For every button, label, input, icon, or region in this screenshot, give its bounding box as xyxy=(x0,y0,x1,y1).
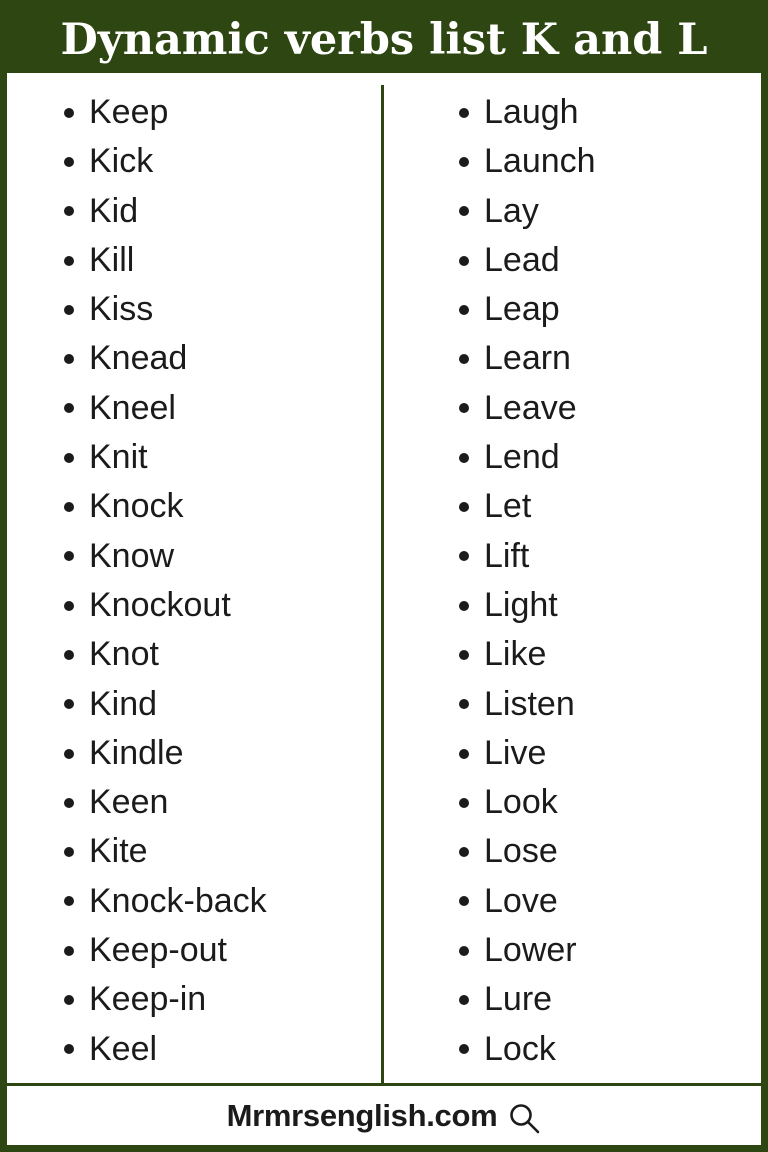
verb-label: Knock-back xyxy=(89,881,267,920)
bullet-icon xyxy=(64,896,74,906)
bullet-icon xyxy=(64,601,74,611)
list-item xyxy=(89,88,381,137)
list-item xyxy=(89,482,381,531)
bullet-icon xyxy=(64,995,74,1005)
bullet-icon xyxy=(459,601,469,611)
bullet-icon xyxy=(459,551,469,561)
verb-label: Lower xyxy=(484,931,577,970)
bullet-icon xyxy=(64,453,74,463)
bullet-icon xyxy=(64,206,74,216)
bullet-icon xyxy=(459,847,469,857)
list-item xyxy=(484,680,761,729)
verb-label: Knit xyxy=(89,438,148,477)
column-l-verbs xyxy=(384,85,761,1083)
bullet-icon xyxy=(64,699,74,709)
verb-label: Lift xyxy=(484,536,530,575)
verb-label: Live xyxy=(484,733,547,772)
list-item xyxy=(484,926,761,975)
verb-label: Launch xyxy=(484,142,596,181)
list-item xyxy=(89,680,381,729)
bullet-icon xyxy=(459,1044,469,1054)
verb-label: Kind xyxy=(89,684,158,723)
bullet-icon xyxy=(459,749,469,759)
list-item xyxy=(484,482,761,531)
l-verb-list xyxy=(384,85,761,1074)
list-item xyxy=(484,581,761,630)
list-item xyxy=(89,433,381,482)
bullet-icon xyxy=(459,946,469,956)
list-item xyxy=(484,827,761,876)
bullet-icon xyxy=(459,157,469,167)
verb-label: Kneel xyxy=(89,388,176,427)
header-banner xyxy=(7,7,761,73)
list-item xyxy=(89,926,381,975)
list-item xyxy=(484,975,761,1024)
bullet-icon xyxy=(64,403,74,413)
verb-label: Love xyxy=(484,881,558,920)
list-item xyxy=(484,334,761,383)
bullet-icon xyxy=(459,798,469,808)
bullet-icon xyxy=(459,354,469,364)
list-item xyxy=(89,137,381,186)
verb-label: Kid xyxy=(89,191,139,230)
list-item xyxy=(89,334,381,383)
verb-label: Lure xyxy=(484,980,553,1019)
list-item xyxy=(89,729,381,778)
list-item xyxy=(484,88,761,137)
list-item xyxy=(484,433,761,482)
verb-label: Knock xyxy=(89,487,184,526)
verb-label: Keep-out xyxy=(89,931,227,970)
verb-label: Kite xyxy=(89,832,148,871)
verb-label: Knead xyxy=(89,339,188,378)
verb-label: Leave xyxy=(484,388,577,427)
footer xyxy=(7,1083,761,1145)
list-item xyxy=(484,1025,761,1074)
bullet-icon xyxy=(64,1044,74,1054)
list-item xyxy=(484,384,761,433)
bullet-icon xyxy=(64,354,74,364)
search-icon xyxy=(507,1102,541,1136)
bullet-icon xyxy=(64,650,74,660)
bullet-icon xyxy=(64,108,74,118)
list-item xyxy=(484,532,761,581)
bullet-icon xyxy=(459,206,469,216)
bullet-icon xyxy=(64,946,74,956)
verb-label: Kiss xyxy=(89,290,154,329)
list-item xyxy=(484,137,761,186)
list-item xyxy=(89,285,381,334)
verb-label: Kill xyxy=(89,240,135,279)
verb-label: Kick xyxy=(89,142,154,181)
bullet-icon xyxy=(459,256,469,266)
list-item xyxy=(89,877,381,926)
verb-label: Kindle xyxy=(89,733,184,772)
site-name: Mrmrsenglish.com xyxy=(226,1097,498,1133)
bullet-icon xyxy=(459,995,469,1005)
list-item xyxy=(89,384,381,433)
bullet-icon xyxy=(64,502,74,512)
list-item xyxy=(484,187,761,236)
bullet-icon xyxy=(459,108,469,118)
verb-label: Lay xyxy=(484,191,539,230)
verb-label: Lose xyxy=(484,832,558,871)
list-item xyxy=(89,630,381,679)
bullet-icon xyxy=(64,157,74,167)
list-item xyxy=(89,187,381,236)
list-item xyxy=(484,236,761,285)
list-item xyxy=(484,778,761,827)
verb-label: Like xyxy=(484,635,547,674)
verb-label: Look xyxy=(484,783,558,822)
list-item xyxy=(484,877,761,926)
verb-label: Knockout xyxy=(89,585,231,624)
column-k-verbs xyxy=(7,85,384,1083)
list-item xyxy=(484,729,761,778)
verb-columns xyxy=(7,73,761,1083)
list-item xyxy=(484,630,761,679)
list-item xyxy=(484,285,761,334)
bullet-icon xyxy=(459,403,469,413)
list-item xyxy=(89,778,381,827)
verb-label: Laugh xyxy=(484,93,579,131)
bullet-icon xyxy=(459,305,469,315)
bullet-icon xyxy=(64,551,74,561)
verb-label: Keep xyxy=(89,93,169,131)
bullet-icon xyxy=(459,453,469,463)
verb-label: Know xyxy=(89,536,175,575)
verb-label: Keep-in xyxy=(89,980,207,1019)
verb-label: Knot xyxy=(89,635,159,674)
bullet-icon xyxy=(459,699,469,709)
bullet-icon xyxy=(64,798,74,808)
page-title: Dynamic verbs list K and L xyxy=(60,14,708,65)
bullet-icon xyxy=(64,305,74,315)
verb-label: Let xyxy=(484,487,532,526)
list-item xyxy=(89,532,381,581)
bullet-icon xyxy=(459,650,469,660)
bullet-icon xyxy=(459,896,469,906)
verb-label: Keen xyxy=(89,783,169,822)
bullet-icon xyxy=(459,502,469,512)
list-item xyxy=(89,1025,381,1074)
verb-label: Listen xyxy=(484,684,575,723)
verb-label: Learn xyxy=(484,339,571,378)
list-item xyxy=(89,975,381,1024)
verb-label: Leap xyxy=(484,290,560,329)
verb-label: Keel xyxy=(89,1029,158,1068)
list-item xyxy=(89,827,381,876)
list-item xyxy=(89,581,381,630)
verb-label: Lead xyxy=(484,240,560,279)
list-item xyxy=(89,236,381,285)
verb-label: Light xyxy=(484,585,558,624)
bullet-icon xyxy=(64,256,74,266)
verb-label: Lend xyxy=(484,438,560,477)
k-verb-list xyxy=(7,85,381,1074)
verb-label: Lock xyxy=(484,1029,556,1068)
bullet-icon xyxy=(64,847,74,857)
bullet-icon xyxy=(64,749,74,759)
